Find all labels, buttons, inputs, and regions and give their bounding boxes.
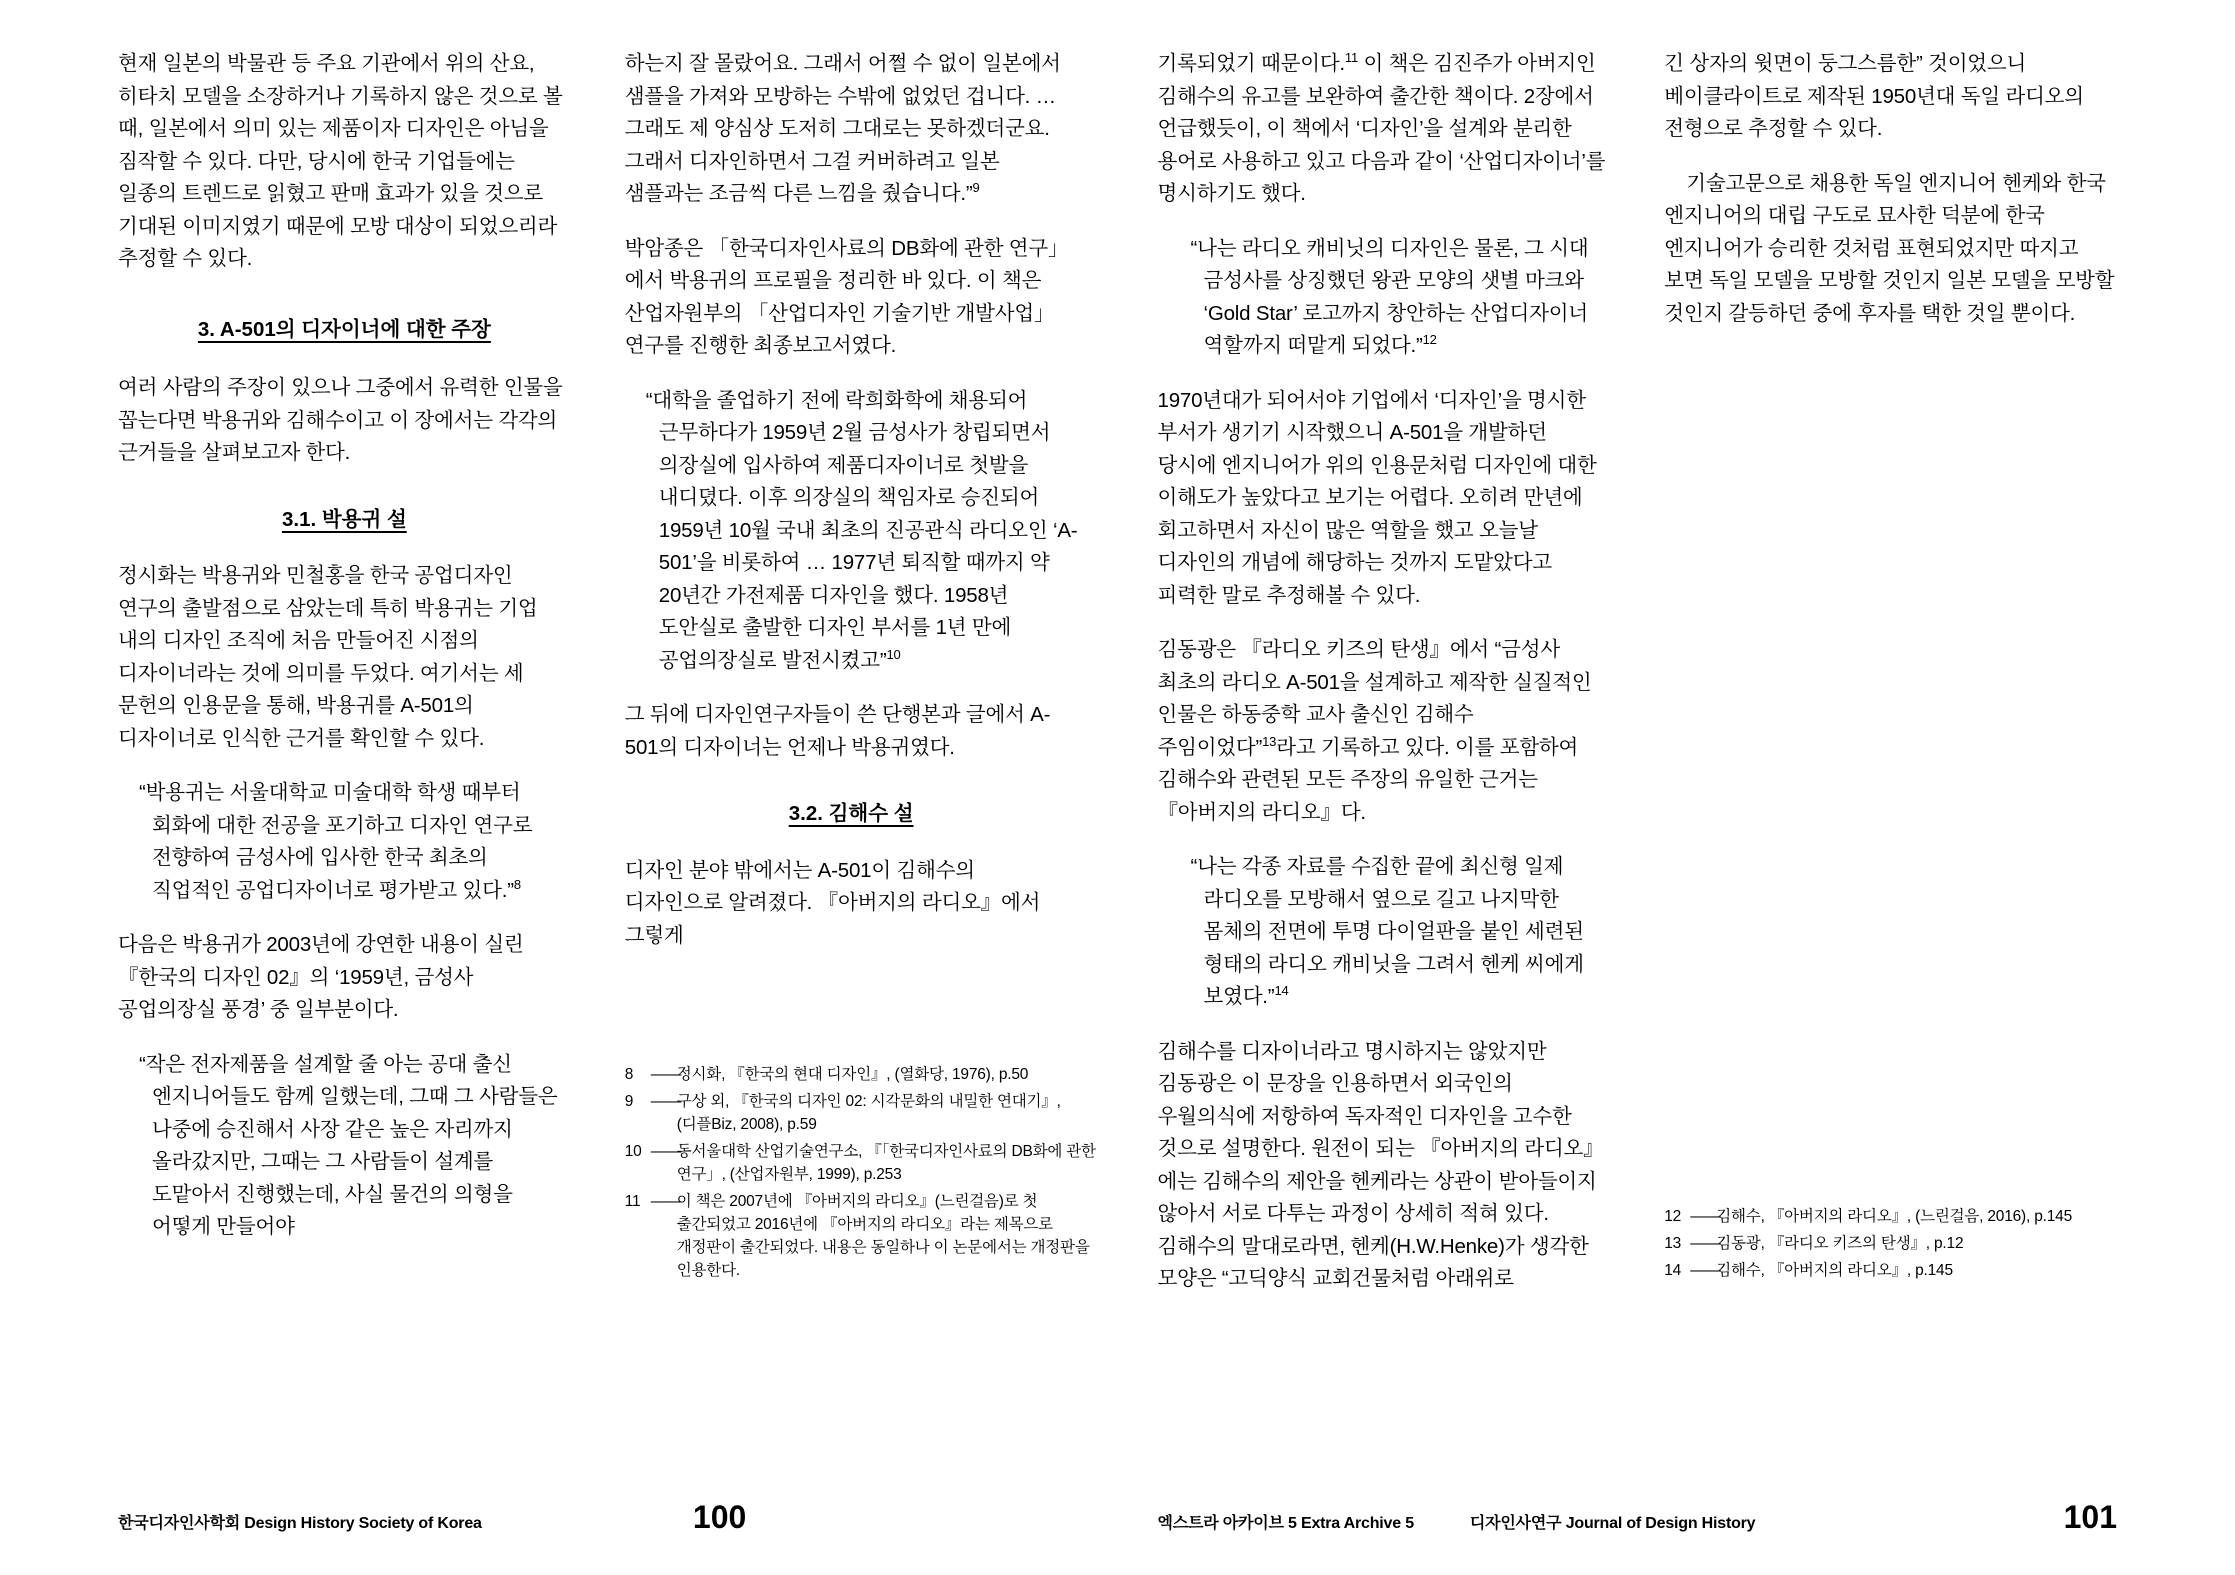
subsection-heading-3-2: 3.2. 김해수 설 <box>788 802 914 825</box>
journal-title: 디자인사연구 Journal of Design History <box>1469 1515 1756 1532</box>
footnote-text: 김동광, 『라디오 키즈의 탄생』, p.12 <box>1716 1235 1964 1252</box>
paragraph: 현재 일본의 박물관 등 주요 기관에서 위의 산요, 히타치 모델을 소장하거나 기록하지 않은 것으로 볼 때, 일본에서 의미 있는 제품이자 디자인은 아님을 짐작할 수 있다. 다만, 당시에 한국 기업들에는 일종의 트렌드로 읽혔고 판매 효과가 있을 것으로 기대된 이미지였기 때문에 모방 대상이 되었으리라 추정할 수 있다. <box>118 52 563 270</box>
paragraph <box>1158 634 1611 829</box>
footnote-item <box>1664 1259 2136 1282</box>
footnote-number: 8 <box>624 1066 634 1083</box>
paragraph: 그 뒤에 디자인연구자들이 쓴 단행본과 글에서 A-501의 디자이너는 언제나 박용귀였다. <box>624 703 1051 759</box>
page-number: 101 <box>2063 1499 2117 1535</box>
quote-text: “나는 라디오 캐비닛의 디자인은 물론, 그 시대 금성사를 상징했던 왕관 모양의 샛별 마크와 ‘Gold Star’ 로고까지 창안하는 산업디자이너 역할까지 떠맡게 되었다.” <box>1190 236 1589 357</box>
paragraph: 다음은 박용귀가 2003년에 강연한 내용이 실린 『한국의 디자인 02』의 ‘1959년, 금성사 공업의장실 풍경’ 중 일부분이다. <box>118 933 524 1021</box>
footnote-ref[interactable]: 11 <box>1344 50 1359 66</box>
footnotes-left <box>625 1063 1097 1286</box>
footnote-item <box>625 1140 1097 1186</box>
left-page-columns <box>118 48 1096 1378</box>
right-column-1 <box>1158 48 1611 1378</box>
footnote-item <box>625 1090 1097 1136</box>
footnote-number: 13 <box>1664 1235 1682 1252</box>
footnote-text: 김해수, 『아버지의 라디오』, (느린걸음, 2016), p.145 <box>1716 1208 2073 1225</box>
paragraph-text-cont: 이 책은 김진주가 아버지인 김해수의 유고를 보완하여 출간한 책이다. 2장에서 언급했듯이, 이 책에서 ‘디자인’을 설계와 분리한 용어로 사용하고 있고 다음과 같이 ‘산업디자이너’를 명시하기도 했다. <box>1157 52 1606 205</box>
subsection-heading-3-1: 3.1. 박용귀 설 <box>281 507 407 531</box>
right-page-columns <box>1158 48 2118 1378</box>
quote-text: “박용귀는 서울대학교 미술대학 학생 때부터 회화에 대한 전공을 포기하고 디자인 연구로 전향하여 금성사에 입사한 한국 최초의 직업적인 공업디자이너로 평가받고 있다.” <box>139 781 533 902</box>
footnote-text: 김해수, 『아버지의 라디오』, p.145 <box>1716 1262 1953 1279</box>
paragraph-text: 하는지 잘 몰랐어요. 그래서 어쩔 수 없이 일본에서 샘플을 가져와 모방하는 수밖에 없었던 겁니다. … 그래도 제 양심상 도저히 그대로는 못하겠더군요. 그래서 디자인하면서 그걸 커버하려고 일본 샘플과는 조금씩 다른 느낌을 줬습니다.” <box>624 52 1061 205</box>
footnote-number: 10 <box>624 1143 642 1160</box>
footnote-item <box>625 1063 1097 1086</box>
paragraph: 정시화는 박용귀와 민철홍을 한국 공업디자인 연구의 출발점으로 삼았는데 특히 박용귀는 기업 내의 디자인 조직에 처음 만들어진 시점의 디자이너라는 것에 의미를 두었다. 여기서는 세 문헌의 인용문을 통해, 박용귀를 A-501의 디자이너로 인식한 근거를 확인할 수 있다. <box>118 564 538 750</box>
footnote-ref[interactable]: 10 <box>886 646 901 662</box>
paragraph: 기술고문으로 채용한 독일 엔지니어 헨케와 한국 엔지니어의 대립 구도로 묘사한 덕분에 한국 엔지니어가 승리한 것처럼 표현되었지만 따지고 보면 독일 모델을 모방할 것인지 일본 모델을 모방할 것인지 갈등하던 중에 후자를 택한 것일 뿐이다. <box>1664 171 2115 325</box>
paragraph: 여러 사람의 주장이 있으나 그중에서 유력한 인물을 꼽는다면 박용귀와 김해수이고 이 장에서는 각각의 근거들을 살펴보고자 한다. <box>118 376 563 464</box>
block-quote <box>1158 851 1611 1014</box>
paragraph <box>625 48 1078 211</box>
block-quote <box>1158 233 1611 363</box>
footnote-dash: —— <box>650 1143 682 1160</box>
right-page <box>1118 0 2235 1575</box>
paragraph: 긴 상자의 윗면이 둥그스름한” 것이었으니 베이클라이트로 제작된 1950년대 독일 라디오의 전형으로 추정할 수 있다. <box>1664 52 2084 140</box>
page-number: 100 <box>692 1499 747 1535</box>
paragraph <box>1158 48 1611 211</box>
paragraph-text-cont: 라고 기록하고 있다. 이를 포함하여 김해수와 관련된 모든 주장의 유일한 근거는 『아버지의 라디오』다. <box>1157 735 1579 824</box>
block-quote <box>118 777 571 907</box>
footnote-dash: —— <box>1690 1262 1721 1279</box>
section-heading-3: 3. A-501의 디자이너에 대한 주장 <box>197 317 491 341</box>
quote-text: “나는 각종 자료를 수집한 끝에 최신형 일제 라디오를 모방해서 옆으로 길고 나지막한 몸체의 전면에 투명 다이얼판을 붙인 세련된 형태의 라디오 캐비닛을 그려서 헨케 씨에게 보였다.” <box>1190 855 1584 1008</box>
society-name: 한국디자인사학회 Design History Society of Korea <box>118 1515 482 1532</box>
left-column-1 <box>118 48 571 1378</box>
footnote-dash: —— <box>1690 1235 1721 1252</box>
footnote-dash: —— <box>1690 1208 1721 1225</box>
right-column-2 <box>1664 48 2117 1378</box>
footnote-text: 정시화, 『한국의 현대 디자인』, (열화당, 1976), p.50 <box>676 1066 1029 1083</box>
footnote-ref[interactable]: 13 <box>1262 733 1277 749</box>
paragraph: 디자인 분야 밖에서는 A-501이 김해수의 디자인으로 알려졌다. 『아버지의 라디오』에서 그렇게 <box>624 858 1041 947</box>
footnote-text: 이 책은 2007년에 『아버지의 라디오』(느린걸음)로 첫 출간되었고 2016년에 『아버지의 라디오』라는 제목으로 개정판이 출간되었다. 내용은 동일하나 이 논문에서는 개정판을 인용한다. <box>676 1193 1090 1279</box>
issue-title: 엑스트라 아카이브 5 Extra Archive 5 <box>1157 1515 1414 1532</box>
footer-titles <box>1158 1510 1756 1533</box>
footnote-item <box>1664 1232 2136 1255</box>
footnote-ref[interactable]: 8 <box>513 876 521 892</box>
footnote-text: 구상 외, 『한국의 디자인 02: 시각문화의 내밀한 연대기』, (디플Biz, 2008), p.59 <box>676 1093 1061 1133</box>
paragraph: 김해수를 디자이너라고 명시하지는 않았지만 김동광은 이 문장을 인용하면서 외국인의 우월의식에 저항하여 독자적인 디자인을 고수한 것으로 설명한다. 원전이 되는 『아버지의 라디오』에는 김해수의 제안을 헨케라는 상관이 받아들이지 않아서 서로 다투는 과정이 상세히 적혀 있다. 김해수의 말대로라면, 헨케(H.W.Henke)가 생각한 모양은 “고딕양식 교회건물처럼 아래위로 <box>1157 1039 1604 1290</box>
footnote-ref[interactable]: 9 <box>972 180 980 196</box>
footnote-item <box>625 1190 1097 1282</box>
footnotes-right <box>1664 1205 2136 1286</box>
footnote-number: 14 <box>1664 1262 1682 1279</box>
left-column-2 <box>624 48 1096 1378</box>
footnote-dash: —— <box>650 1093 682 1110</box>
footnote-dash: —— <box>650 1193 682 1210</box>
footnote-dash: —— <box>650 1066 682 1083</box>
paragraph-text: 기록되었기 때문이다. <box>1157 52 1345 75</box>
block-quote: “작은 전자제품을 설계할 줄 아는 공대 출신 엔지니어들도 함께 일했는데, 그때 그 사람들은 나중에 승진해서 사장 같은 높은 자리까지 올라갔지만, 그때는 그 사람들이 설계를 도맡아서 진행했는데, 사실 물건의 의형을 어떻게 만들어야 <box>139 1052 558 1238</box>
right-page-footer <box>1158 1499 2118 1539</box>
footnote-item <box>1664 1205 2136 1228</box>
footnote-ref[interactable]: 14 <box>1274 983 1289 999</box>
footnote-number: 11 <box>624 1193 641 1210</box>
paragraph: 박암종은 「한국디자인사료의 DB화에 관한 연구」에서 박용귀의 프로필을 정리한 바 있다. 이 책은 산업자원부의 「산업디자인 기술기반 개발사업」 연구를 진행한 최종보고서였다. <box>624 236 1069 357</box>
block-quote <box>625 385 1078 678</box>
left-page-footer <box>118 1499 1078 1539</box>
footnote-number: 12 <box>1664 1208 1682 1225</box>
footnote-number: 9 <box>624 1093 634 1110</box>
paragraph: 1970년대가 되어서야 기업에서 ‘디자인’을 명시한 부서가 생기기 시작했으니 A-501을 개발하던 당시에 엔지니어가 위의 인용문처럼 디자인에 대한 이해도가 높았다고 보기는 어렵다. 오히려 만년에 회고하면서 자신이 많은 역할을 했고 오늘날 디자인의 개념에 해당하는 것까지 도맡았다고 피력한 말로 추정해볼 수 있다. <box>1157 388 1597 607</box>
quote-text: “대학을 졸업하기 전에 락희화학에 채용되어 근무하다가 1959년 2월 금성사가 창립되면서 의장실에 입사하여 제품디자이너로 첫발을 내디뎠다. 이후 의장실의 책임자로 승진되어 1959년 10월 국내 최초의 진공관식 라디오인 ‘A-501’을 비롯하여 … 1977년 퇴직할 때까지 약 20년간 가전제품 디자인을 했다. 1958년 도안실로 출발한 디자인 부서를 1년 만에 공업의장실로 발전시켰고” <box>645 388 1078 672</box>
footnote-text: 동서울대학 산업기술연구소, 『「한국디자인사료의 DB화에 관한 연구」, (산업자원부, 1999), p.253 <box>676 1143 1096 1183</box>
paragraph-text: 김동광은 『라디오 키즈의 탄생』에서 “금성사 최초의 라디오 A-501을 설계하고 제작한 실질적인 인물은 하동중학 교사 출신인 김해수 주임이었다” <box>1157 638 1592 759</box>
footnote-ref[interactable]: 12 <box>1422 332 1437 348</box>
